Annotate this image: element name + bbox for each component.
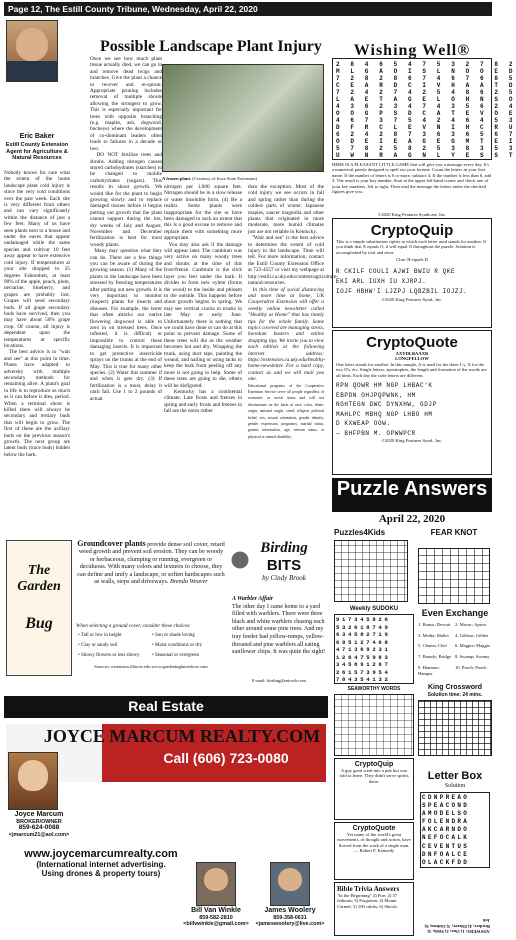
cryptoquote-intro: One letter stands for another. In this sample, A is used for the three L's, X for the two O's, etc. Single letters, apostrophes, the length and formation of the words are all hints. Each day the code letters are different. (336, 361, 487, 378)
realty-website[interactable]: www.joycemarcumrealty.com (International internet advertising. Using drones & property tours) (24, 848, 178, 878)
even-exchange-item: 8. Swamp; Swamy (455, 654, 490, 660)
cryptoquip-answer-title: CryptoQuip (354, 761, 394, 768)
photo-caption: A frozen plant. (Courtesy of Iowa State Extension) (162, 176, 258, 181)
cryptoquote-line: MAHLPC MBHQ NGP LHBO HM (336, 410, 433, 418)
garden-bug-item: • Moist conditions or dry (152, 643, 203, 648)
puzzle-answers-date: April 22, 2020 (378, 513, 446, 525)
agent1-photo (8, 752, 58, 810)
cryptoquip-answer-box (334, 758, 414, 820)
garden-bug-item: • Showy flowers or less showy (78, 653, 140, 658)
realty-phone[interactable]: Call (606) 723-0080 (163, 750, 289, 766)
letter-box-grid (420, 792, 490, 868)
cryptoquote-answer-box (334, 822, 414, 880)
wishing-well-row: O D E I E A G E G M T E I (336, 138, 516, 145)
wishing-well-title: Wishing Well® (353, 42, 471, 59)
cryptoquote-sample: AXYDLBAAXR LONGFELLOW (395, 351, 429, 362)
cryptoquip-intro: This is a simple substitution cipher in which each letter used stands for another. If you think that X equals O, it will equal O throughout the puzzle. Solution is accomplished by trial and error. (336, 239, 487, 255)
side-answers: ANSWERS: 1) One; 2) Fifth; 3) Brother; 4) Eliezer; 5) Gideon; 6) Job (424, 918, 490, 934)
agent3-photo (270, 862, 310, 906)
even-exchange-answers (418, 622, 492, 682)
letter-box-title: Letter Box (427, 770, 483, 782)
garden-bug-title2: Bug (25, 615, 53, 632)
even-exchange-item: 10. Peach; Poach (455, 664, 487, 670)
king-crossword-title: King Crossword (427, 684, 483, 691)
even-exchange-item: 4. Gibbon; Gibbet (455, 632, 489, 638)
wishing-well-row: U W N R A G N L Y E S S T (336, 152, 516, 159)
birding-title2: BITS (266, 557, 302, 574)
cryptoquote-box (332, 330, 492, 475)
cryptoquote-puzzle (336, 381, 488, 438)
letter-box-solution: Solution (444, 783, 466, 789)
bible-trivia-box (334, 882, 414, 936)
article-col2: Once we see how much plant tissue actually died, we can go in and remove dead twigs and branches. Give the plant a chance to recover and re-sprout. Appropriate pruning includes removal of multiple shoots allowing the strongest to grow. This is especially important for trees with opposite branching (e.g. maples, ash, dogwood, buckeye) where the development of co-dominant leaders often leads to failures in a decade or two. DO NOT fertilize trees and shrubs. Adding nitrogen causes stored carbohydrates (starches) to be changed to mobile carbohydrates (sugars). This results in shoot growth. We would like for the plant to begin growing slowly and to replace damaged tissues before it begins putting out growth that the plant cannot support during the hot, dry weeks of July and August. November and December fertilization is best for most woody plants. Many may question what they can do. There are a few things you can be aware of during the growing season. (1) Many of the plants in the landscape have been stressed by freezing temperatures after putting out new growth. It is very important to monitor (inspect) plants for insects and diseases. For example, the borer that often attacks our native flowering dogwood is able to zero in on stressed trees. Once infested, it is difficult or impossible to control these damaging insects. It is important to get protective insecticide sprays on the trunks at the end of May. This is true for many other species. (2) Water this summer if and when it gets dry. (3) If fertilization is a must, delay it until fall. Use 1 to 2 pounds of actual (90, 56, 162, 402)
cryptoquip-line: R CKILF COULI AJWI BWIU R QKE (336, 267, 455, 275)
garden-bug-logo (6, 540, 72, 676)
birding-email: E-mail: birding@mtvsdr.com (252, 678, 306, 683)
wishing-well-row: 2 8 4 6 5 4 7 5 3 2 7 8 2 (336, 61, 516, 68)
even-exchange-item: 1. Bonus; Devout (418, 622, 451, 627)
puzzles4kids-title: Puzzles4Kids (334, 528, 386, 537)
cryptoquote-answer: Yet many of the world's great movements, of thought and action, have flowed from the work of a single man. — Robert F. Kennedy (337, 832, 411, 854)
garden-bug-item: • Sun or shade loving (152, 633, 195, 638)
wishing-well-copyright: ©2020 King Features Syndicate, Inc. (377, 212, 447, 217)
even-exchange-item: 7. Brandy; Bridge (418, 654, 452, 660)
sudoku-row: 634582719 (336, 631, 391, 638)
cryptoquip-box (332, 218, 492, 328)
sudoku-row: 695127468 (336, 638, 391, 646)
birding-title: Birding (260, 540, 308, 556)
garden-bug-source: Sources: extension.illinois.edu www.gardeningknowhow.com (94, 664, 208, 669)
birding-bits-logo (244, 540, 324, 590)
garden-bug-item: • Clay or sandy soil (78, 643, 118, 648)
cryptoquote-line: RPN QOWR HM NGP LHBAC'K (336, 382, 433, 390)
wishing-well-row: 7 2 4 2 7 4 2 5 4 8 6 2 5 (336, 89, 516, 96)
letter-box-row: AMODELSO (422, 810, 470, 818)
wishing-well-row: 5 7 8 2 5 8 2 5 3 8 3 5 3 (336, 145, 516, 152)
letter-box-row: FOLENDRA (422, 818, 470, 826)
cryptoquip-title: CryptoQuip (370, 222, 454, 239)
puzzle-answers-title: Puzzle Answers (336, 478, 488, 500)
letter-box-row: DNFOALCE (422, 850, 470, 858)
puzzles4kids-grid (334, 540, 408, 602)
fear-knot-grid (418, 548, 490, 604)
letter-box-row: SPEACOND (422, 802, 470, 810)
sudoku-row: 917345826 (336, 616, 391, 623)
cryptoquote-title: CryptoQuote (366, 334, 458, 351)
author-name: Eric Baker (19, 133, 55, 140)
article-title: Possible Landscape Plant Injury (100, 38, 322, 55)
cryptoquip-answer: A guy great went into a pub but was told to leave. They didn't serve spirits there. (339, 768, 409, 784)
article-col1: Nobody knows for sure what the extent of the home landscape plant cold injury is since the very cold conditions over the past week. Each site is very different from others and can vary significantly within the distance of just a few feet. Many of us have seen plants next to a house and under the eaves that appear undamaged while the same species and cultivar 10 feet away appear to have extensive cold injury. If temperatures at your site dropped to 25 degrees Fahrenheit, at least 90% of the apple, peach, plum, nectarine, blueberry, and grapes are probably lost. Grapes will send secondary buds. If all grape secondary buds have survived, then you may have about 50% grape crop. Of course, all injury is dependent upon the temperatures at specific locations. The best advice is to "wait and see" at this point in time. Plants have adapted to adversity with multiple secondary methods for remaining alive. A plant's goal in life is to reproduce as much as it can before it dies, period. When a terminal shoot is killed there will always be secondary and tertiary buds that will begin to grow. The first of these are the axillary buds on the previous season's growth. The next group are latent buds (trace buds) hidden below the bark. (4, 170, 70, 458)
sudoku-row: 532618749 (336, 623, 391, 631)
sudoku-grid (334, 614, 414, 684)
cryptoquote-line: D KXWEAP OOW. (336, 420, 391, 428)
article-col4: than the exception. Most of the cold injury we see occurs in fall and spring rather than during the coldest parts of winter. Japanese maples, saucer magnolia and other plants that originated in more moderate, more humid climates just are not reliable in Kentucky. "Wait and see" is the best advice to determine the extent of cold injury to the landscape. Time will tell. For more information, contact the Estill County Extension Office at 723-4557 or visit my webpage at http://estill.ca.uky.edu/content/agriculture-natural-resources. In this time of social distancing and more time at home, UK Cooperative Extension will offer a weekly online newsletter called "Healthy at Home" that has timely tips for the whole family. Some topics covered are managing stress, boredom busters and online shopping tips. We invite you to view each edition at the following internet address: https://extension.ca.uky.edu/healthy-home-newsletter. For a hard copy, contact us and we will mail you one. Educational programs of the Cooperative Extension Service serve all people regardless of economic or social status and will not discriminate on the basis of race, color, ethnic origin, national origin, creed, religion, political belief, sex, sexual orientation, gender identity, gender expression, pregnancy, marital status, genetic information, age, veteran status, or physical or mental disability. (248, 184, 339, 439)
agent2-info: Bill Van Winkle 859-582-2810 <billvwinkle@gmail.com> (183, 907, 249, 928)
wishing-well-row: 7 2 8 2 8 6 7 4 6 7 6 8 5 (336, 75, 516, 82)
agent3-info: James Woolery 859-358-0631 <jameswoolery@live.com> (255, 907, 325, 928)
seaworthy-title: SEAWORTHY WORDS (347, 686, 401, 692)
article-col3: nitrogen per 1,000 square feet. Nitrogen should be in a slow release or water insoluble form. (4) Be a realist. Some plants were inappropriate for the site or have been damaged to such an extent that this is a good excuse to remove and replace them with something more appropriate. You may also ask if the damage will appear later. The cambium was very active on many woody trees and shrubs at the time of this frost/freeze. Cambium is the slick layer you feel under the bark. It divides to form new xylem (forms the wood) to the inside and phloem to the outside. This happens before shoot growth begins in spring. We may see vertical cracks in trunks in late May or early June. Unfortunately there is nothing that we could have done or can do at this point to prevent damage. Some of these trees will die as the weather becomes hot and dry. Wrapping the trunk, using duct tape, painting the wound, and nailing or using tacks to keep the bark from peeling off any more is not going to help. Some of these trees are going to die, others will be disfigured. Kentucky has a continental climate. Late frosts and freezes in spring and early frosts and freezes in fall are the norm rather (164, 184, 242, 415)
sudoku-row: 345891267 (336, 661, 391, 668)
wishing-well-row: 4 6 7 3 7 5 4 2 4 6 4 5 3 (336, 117, 516, 124)
cryptoquote-answer-title: CryptoQuote (352, 825, 396, 832)
author-photo (6, 20, 58, 82)
wishing-well-help: HERE IS A PLEASANT LITTLE GAME that will give you a message every day. It's a numerical puzzle designed to spell out your fortune. Count the letters in your first name. If the number of letters is 6 or more, subtract 4. If the number is less than 6, add 3. The result is your key number. Start at the upper left-hand corner and check one of your key numbers, left to right. Then read the message the letters under the checked figures give you. (332, 162, 492, 195)
cryptoquote-copyright: ©2020 King Features Synd., Inc. (381, 438, 443, 444)
even-exchange-item: 5. Chums; Chef (418, 643, 447, 649)
bible-trivia-title: Bible Trivia Answers (337, 885, 400, 893)
wishing-well-row: D F R C L E V N I H C R U (336, 124, 516, 131)
page-header: Page 12, The Estill County Tribune, Wednesday, April 22, 2020 (4, 2, 492, 16)
letter-box-row: CEVENTUS (422, 842, 470, 850)
agent2-photo (196, 862, 236, 906)
wishing-well-row: L A E T A G E L O H N S O (336, 96, 516, 103)
wishing-well-grid (332, 58, 516, 160)
letter-box-row: AKCARNDO (422, 826, 470, 834)
bible-trivia-answers: "In the Beginning" 4) Fire; 2) 37 fathoms; 3) Forgotten; 4) Mount Carmel; 5) 100 cubits; 6) Shu'ah. (337, 893, 398, 909)
solution-time: Solution time: 24 mins. (427, 692, 483, 698)
birding-byline: by Cindy Brook (262, 574, 306, 582)
cryptoquote-line: — BHFPBN M. OPWWPCR (336, 429, 416, 437)
sudoku-row: 784354132 (336, 676, 391, 683)
garden-bug-title: The Garden (17, 563, 61, 594)
even-exchange-item: 3. Media; Mallet (418, 632, 449, 638)
seaworthy-grid (334, 694, 414, 756)
cryptoquip-clue: Clue: H equals D (396, 257, 428, 263)
letter-box-row: OLACKFDD (422, 858, 470, 866)
even-exchange-item: 6. Magpie; Maggie (455, 643, 491, 649)
even-exchange-item: 9. Hammer; Hamper (418, 664, 440, 677)
fear-knot-title: FEAR KNOT (430, 528, 478, 537)
wishing-well-row: O O G P S D C A T E V O E (336, 110, 516, 117)
agent1-info: Joyce Marcum BROKER/OWNER 859-624-0088 <jmarcum21@aol.com> (8, 811, 70, 838)
garden-bug-list (78, 632, 226, 662)
real-estate-bar: Real Estate (4, 696, 328, 718)
cryptoquip-puzzle (336, 267, 488, 297)
frozen-plant-photo (162, 64, 324, 172)
wishing-well-row: 6 2 4 2 8 7 3 6 3 6 5 6 7 (336, 131, 516, 138)
cryptoquip-line: IOJF HBHW'I LJZPJ LQBZBIL IOJZJ. (336, 287, 468, 295)
wishing-well-row: 4 3 6 2 3 4 7 4 3 5 6 2 4 (336, 103, 516, 110)
sudoku-row: 126475983 (336, 653, 391, 661)
birding-body: A Warbler Affair The other day I came home to a yard filled with warblers. There were three black and white warblers chasing each other around some pine trees. And my tray feeder had yellow-rumps, yellow-throated and pine warblers all eating sunflower chips. It was quite the sight! (232, 596, 326, 656)
even-exchange-title: Even Exchange (421, 608, 489, 618)
puzzle-answers-header (332, 478, 492, 512)
garden-bug-body: Groundcover plants provide dense soil cover, retard weed growth and prevent soil erosion. They can be woody or herbaceous, clumping or running, evergreen or deciduous. With many colors and textures to choose, they can define and unify a landscape, or soften hardscapes such as walls, steps and driveways. Brenda Weaver (77, 539, 225, 586)
garden-bug-item: • Seasonal or evergreen (152, 653, 200, 658)
garden-bug-sub: When selecting a ground cover, consider these choices: (76, 623, 191, 629)
even-exchange-item: 2. Mirror; Apron (455, 622, 486, 627)
cryptoquote-line: EBPDN OHJPQPWNK, HM (336, 391, 416, 399)
wishing-well-row: M L G A O I S L N O O E D (336, 68, 516, 75)
cryptoquip-copyright: ©2020 King Features Synd., Inc. (381, 296, 443, 302)
weekly-sudoku-title: Weekly SUDOKU (349, 606, 399, 612)
letter-box-row: NEFOCALK (422, 834, 470, 842)
letter-box-row: CDNPREAO (422, 794, 470, 801)
sudoku-row: 471369231 (336, 646, 391, 653)
king-crossword-grid (418, 700, 492, 756)
cryptoquip-line: EKI ARL IUXH IU XJRPJ. (336, 277, 427, 285)
sudoku-row: 261573954 (336, 668, 391, 676)
wishing-well-row: C E A R D C I V H A A T D (336, 82, 516, 89)
cryptoquote-line: NGHTEGN DWC DYNXHW, GDJP (336, 401, 437, 409)
author-role: Estill County Extension Agent for Agriculture & Natural Resources (5, 142, 69, 162)
garden-bug-item: • Tall or low in height (78, 633, 122, 638)
birding-bird-illustration (230, 548, 250, 578)
realty-name: JOYCE MARCUM REALTY.COM (43, 726, 321, 746)
